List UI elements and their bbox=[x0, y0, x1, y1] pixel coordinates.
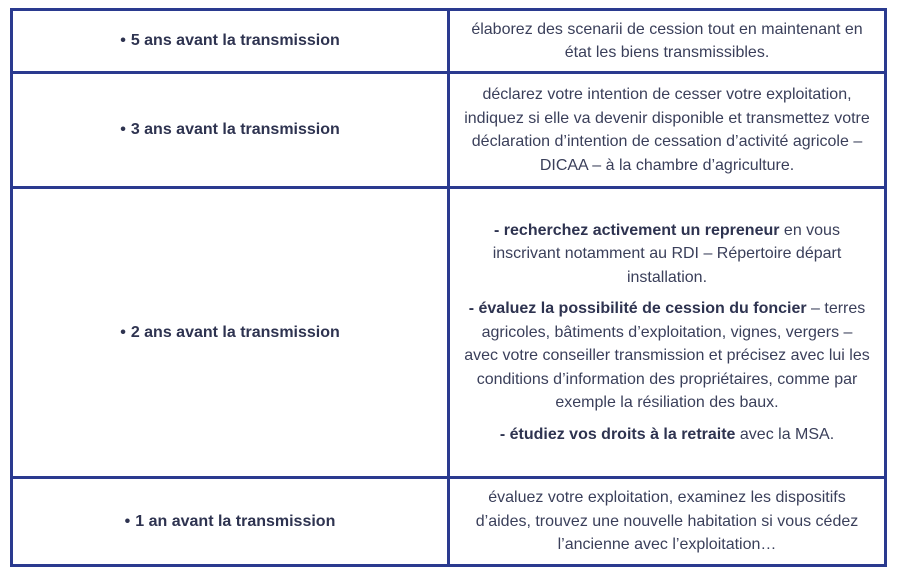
period-label: 2 ans avant la transmission bbox=[130, 323, 340, 341]
action-item-bold: - étudiez vos droits à la retraite bbox=[499, 425, 736, 443]
table-row bbox=[13, 189, 884, 479]
period-label: 1 an avant la transmission bbox=[135, 512, 336, 530]
period-label: 5 ans avant la transmission bbox=[130, 32, 340, 49]
action-cell bbox=[450, 11, 884, 71]
period-cell bbox=[13, 189, 450, 476]
action-item-text: en vous inscrivant notamment au RDI – Répertoire départ installation. bbox=[492, 221, 842, 286]
action-item bbox=[464, 297, 870, 415]
period-label: 3 ans avant la transmission bbox=[130, 121, 340, 138]
period-cell bbox=[13, 479, 450, 564]
action-item-text: – terres agricoles, bâtiments d’exploitation, vignes, vergers – avec votre conseiller transmission et précisez avec lui les conditions d’information des propriétaires, comme par exemple la résiliation des baux. bbox=[464, 300, 870, 412]
period-cell bbox=[13, 11, 450, 71]
action-cell bbox=[450, 189, 884, 476]
action-cell bbox=[450, 74, 884, 186]
bullet: • bbox=[124, 512, 131, 530]
action-item-bold: - évaluez la possibilité de cession du foncier bbox=[468, 300, 807, 318]
action-cell bbox=[450, 479, 884, 564]
bullet: • bbox=[120, 121, 126, 138]
bullet: • bbox=[120, 32, 126, 49]
transmission-timeline-table bbox=[10, 8, 887, 567]
table-row bbox=[13, 74, 884, 189]
action-text: évaluez votre exploitation, examinez les dispositifs d’aides, trouvez une nouvelle habitation si vous cédez l’ancienne avec l’exploitation… bbox=[475, 489, 859, 554]
action-item-text: avec la MSA. bbox=[735, 425, 835, 443]
action-item-bold: - recherchez activement un repreneur bbox=[494, 221, 780, 239]
action-item bbox=[500, 423, 834, 447]
action-item bbox=[464, 219, 870, 290]
bullet: • bbox=[120, 323, 126, 341]
table-row bbox=[13, 11, 884, 74]
action-text: élaborez des scenarii de cession tout en maintenant en état les biens transmissibles. bbox=[471, 20, 863, 61]
table-row bbox=[13, 479, 884, 564]
period-cell bbox=[13, 74, 450, 186]
action-text: déclarez votre intention de cesser votre exploitation, indiquez si elle va devenir disponible et transmettez votre déclaration d’intention de cessation d’activité agricole – DICAA – à la chambre d’agriculture. bbox=[464, 86, 870, 174]
